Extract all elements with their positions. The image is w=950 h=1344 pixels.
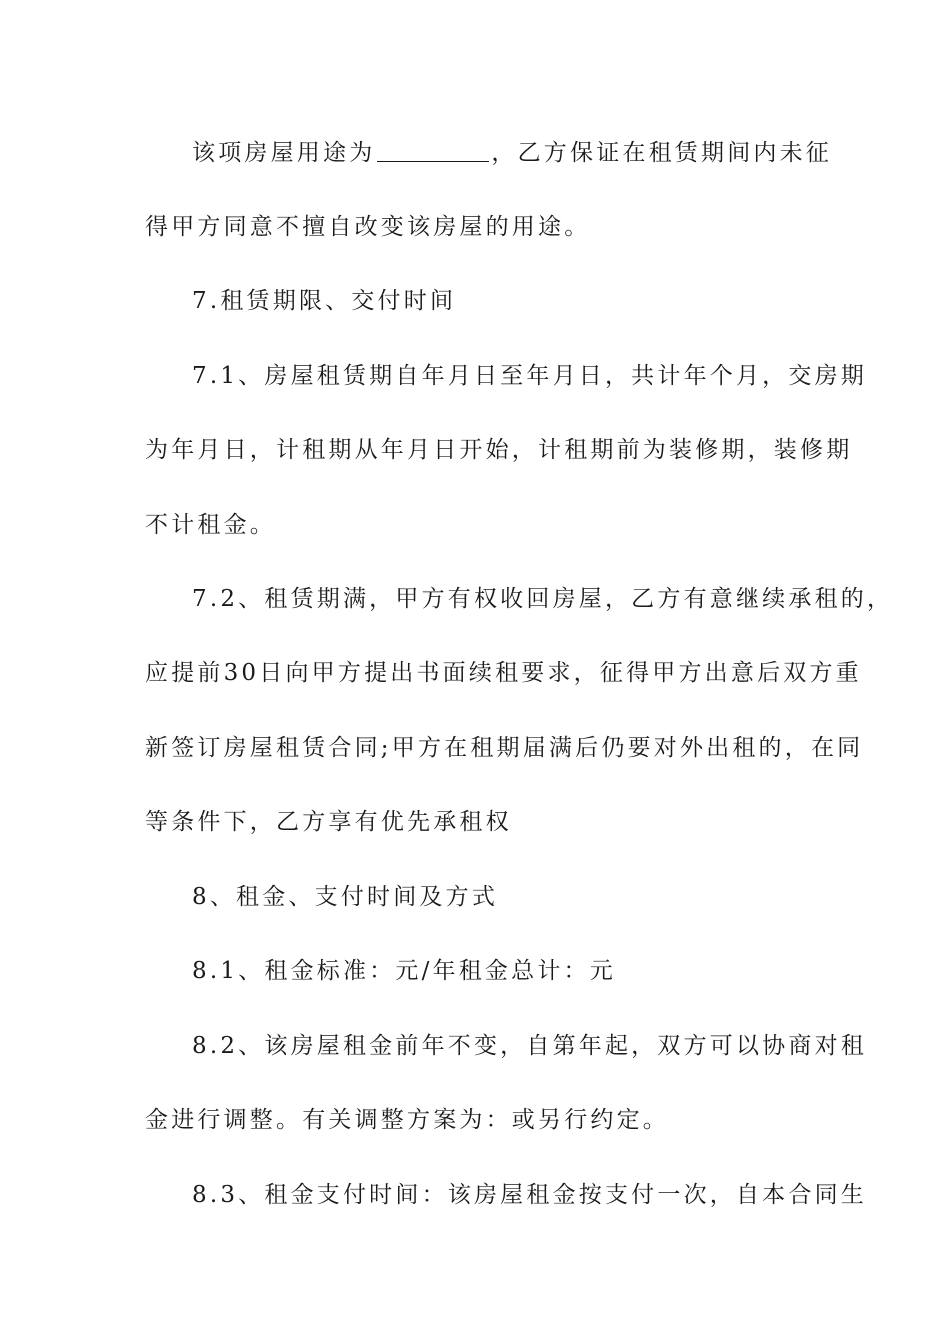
paragraph-line: 7.2、租赁期满，甲方有权收回房屋，乙方有意继续承租的， — [192, 586, 894, 612]
paragraph-line: 8.2、该房屋租金前年不变，自第年起，双方可以协商对租 — [192, 1033, 867, 1059]
paragraph-line: 8.1、租金标准：元/年租金总计：元 — [192, 958, 616, 984]
line-text: ，乙方保证在租赁期间内未征 — [491, 140, 833, 166]
paragraph-line — [192, 138, 833, 168]
paragraph-line: 金进行调整。有关调整方案为：或另行约定。 — [145, 1107, 669, 1133]
paragraph-line: 为年月日，计租期从年月日开始，计租期前为装修期，装修期 — [145, 437, 853, 463]
section-heading: 7.租赁期限、交付时间 — [192, 288, 457, 314]
paragraph-line: 等条件下，乙方享有优先承租权 — [145, 809, 512, 835]
paragraph-line: 得甲方同意不擅自改变该房屋的用途。 — [145, 214, 591, 240]
section-heading: 8、租金、支付时间及方式 — [192, 884, 499, 910]
fill-in-blank — [377, 139, 489, 162]
line-text: 该项房屋用途为 — [192, 140, 376, 166]
paragraph-line: 新签订房屋租赁合同;甲方在租期届满后仍要对外出租的，在同 — [145, 735, 864, 761]
paragraph-line: 不计租金。 — [145, 512, 276, 538]
paragraph-line: 8.3、租金支付时间：该房屋租金按支付一次，自本合同生 — [192, 1182, 867, 1208]
paragraph-line: 应提前30日向甲方提出书面续租要求，征得甲方出意后双方重 — [145, 660, 862, 686]
paragraph-line: 7.1、房屋租赁期自年月日至年月日，共计年个月，交房期 — [192, 363, 867, 389]
